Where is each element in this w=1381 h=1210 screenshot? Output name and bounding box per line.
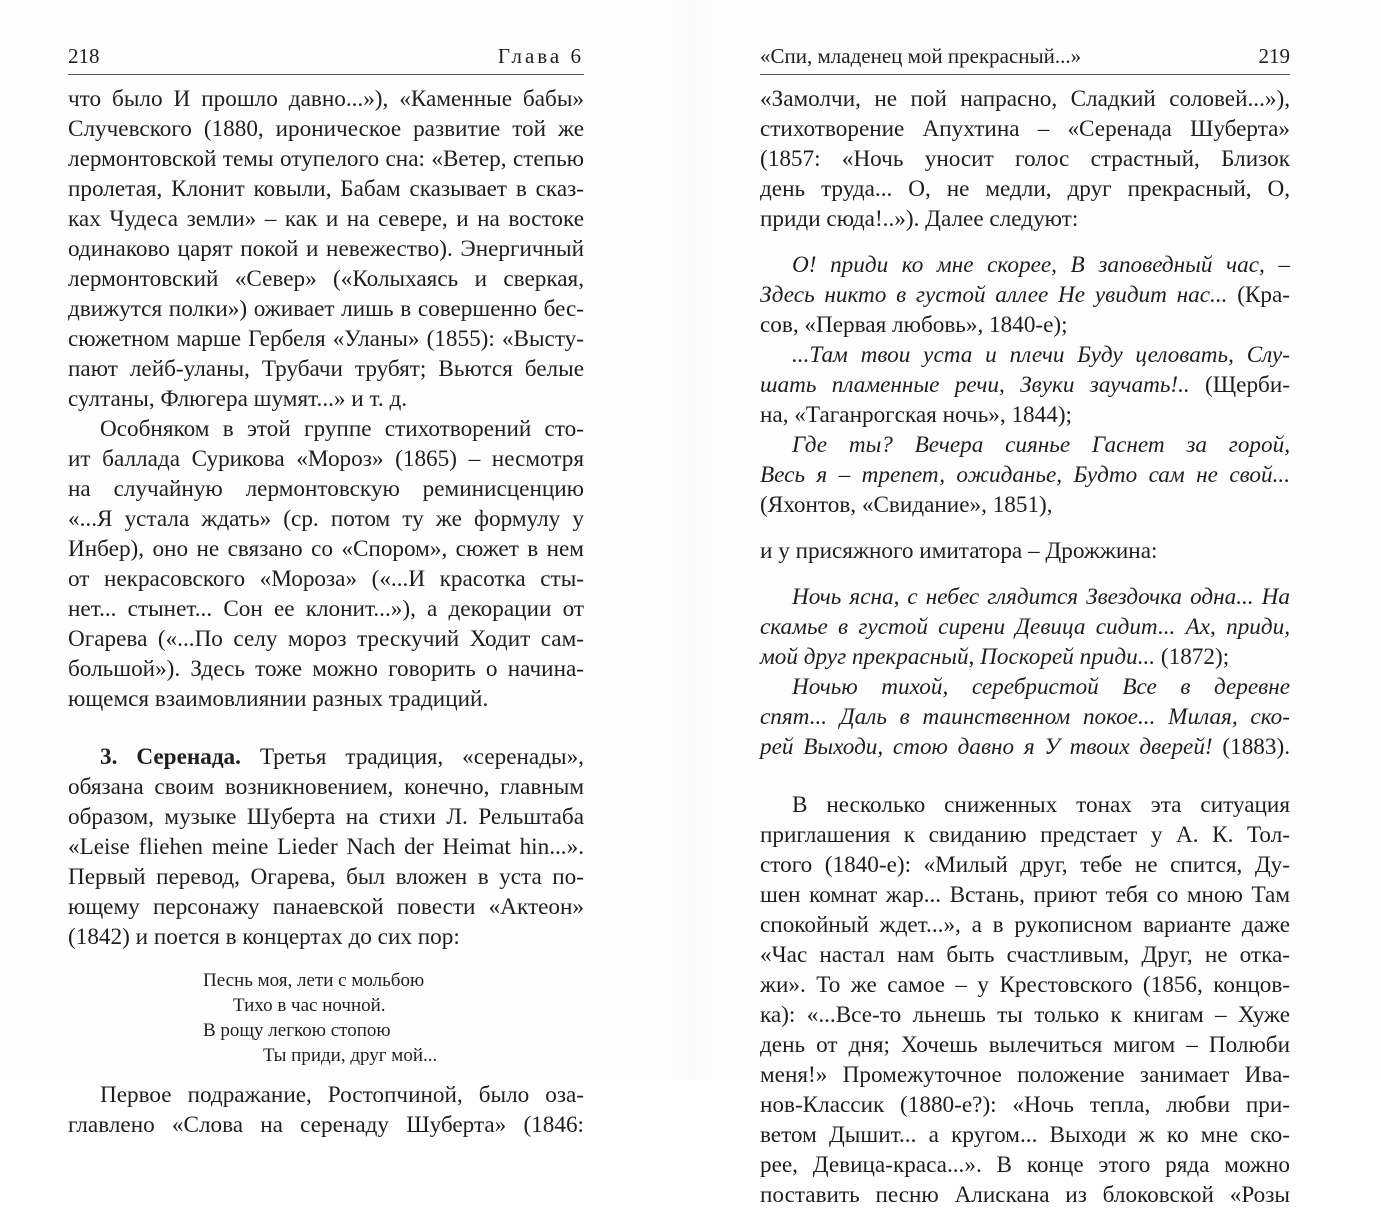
text-line: день от дня; Хочешь вылечиться мигом – Полюби	[760, 1032, 1290, 1058]
text-line: Особняком в этой группе стихотворений сто-	[100, 416, 584, 442]
text-line: лермонтовский «Север» («Колыхаясь и сверкая,	[68, 266, 584, 292]
quote-line: Ночью тихой, серебристой Все в деревне	[792, 674, 1290, 700]
text-line: шен комнат жар... Встань, приют тебя со мною Там	[760, 882, 1290, 908]
text-line: ках Чудеса земли» – как и на севере, и на востоке	[68, 206, 584, 232]
text-line: главлено «Слова на серенаду Шуберта» (1846:	[68, 1112, 584, 1138]
chapter-title: Глава 6	[497, 44, 584, 68]
quote-text: мой друг прекрасный, Поскорей приди...	[760, 644, 1156, 670]
text-line: ющемся взаимовлиянии разных традиций.	[68, 686, 489, 712]
text-fragment: Третья традиция, «серенады»,	[240, 744, 584, 770]
text-line: нов-Классик (1880-е?): «Ночь тепла, любви при-	[760, 1092, 1290, 1118]
text-line: приглашения к свиданию предстает у А. К. Тол-	[760, 822, 1290, 848]
text-line: Первое подражание, Ростопчиной, было оза-	[100, 1082, 584, 1108]
text-line: ка): «...Все-то льнешь ты только к книгам – Хуже	[760, 1002, 1290, 1028]
text-line: образом, музыке Шуберта на стихи Л. Рельштаба	[68, 804, 584, 830]
citation: (1872);	[1155, 644, 1230, 670]
text-line: «Час настал нам быть счастливым, Друг, не отка-	[760, 942, 1290, 968]
paragraph-4	[68, 1080, 584, 1140]
quote-line	[760, 732, 1290, 762]
quote-line	[760, 280, 1290, 310]
quote-text: шать пламенные речи, Звуки заучать!..	[760, 372, 1190, 398]
text-line: Первый перевод, Огарева, был вложен в уста по-	[68, 864, 584, 890]
text-line: «Замолчи, не пой напрасно, Сладкий соловей...»),	[760, 86, 1290, 112]
text-line: Случевского (1880, ироническое развитие той же	[68, 116, 584, 142]
text-line: пролетая, Клонит ковыли, Бабам сказывает в сказ-	[68, 176, 584, 202]
page-number-right: 219	[1258, 44, 1290, 68]
text-line: одинаково царят покой и невежество). Энергичный	[68, 236, 584, 262]
page-number-left: 218	[68, 44, 100, 68]
text-line: султаны, Флюгера шумят...» и т. д.	[68, 386, 408, 412]
text-line: ит баллада Сурикова «Мороз» (1865) – несмотря	[68, 446, 584, 472]
text-line: спокойный ждет...», а в рукописном варианте даже	[760, 912, 1290, 938]
quote-line	[760, 642, 1290, 672]
citation-line: сов, «Первая любовь», 1840-е);	[760, 312, 1068, 338]
citation-line: на, «Таганрогская ночь», 1844);	[760, 402, 1073, 428]
text-line: «Leise fliehen meine Lieder Nach der Heimat hin...».	[68, 834, 584, 860]
citation-line: (Яхонтов, «Свидание», 1851),	[760, 492, 1053, 518]
text-line: большой»). Здесь тоже можно говорить о начина-	[68, 656, 584, 682]
quote-text: Здесь никто в густой аллее Не увидит нас...	[760, 282, 1228, 308]
text-line: ющему персонажу панаевской повести «Актеон»	[68, 894, 584, 920]
poem-line: Тихо в час ночной.	[233, 995, 386, 1016]
text-line: (1857: «Ночь уносит голос страстный, Близок	[760, 146, 1290, 172]
text-line	[68, 742, 584, 772]
text-line: пают лейб-уланы, Трубачи трубят; Вьются белые	[68, 356, 584, 382]
text-line: «...Я устала ждать» (ср. потом ту же формулу у	[68, 506, 584, 532]
text-line: лермонтовской темы отупелого сна: «Ветер, степью	[68, 146, 584, 172]
poem-line: В рощу легкою стопою	[203, 1020, 391, 1041]
poem-line: Песнь моя, лети с мольбою	[203, 970, 425, 991]
paragraph-2	[68, 414, 584, 714]
quote-line: Весь я – трепет, ожиданье, Будто сам не свой...	[760, 462, 1290, 488]
text-line: что было И прошло давно...»), «Каменные бабы»	[68, 86, 584, 112]
text-line: стихотворение Апухтина – «Серенада Шуберта»	[760, 116, 1290, 142]
quote-line: спят... Даль в таинственном покое... Милая, ско-	[760, 704, 1290, 730]
right-page-body	[760, 84, 1290, 1210]
right-running-head	[760, 42, 1290, 75]
quotes-block-2	[760, 582, 1290, 762]
text-line: рее, Девица-краса...». В конце этого ряда можно	[760, 1152, 1290, 1178]
quotes-block-1	[760, 250, 1290, 520]
left-running-head	[68, 42, 584, 75]
text-line: сюжетном марше Гербеля «Уланы» (1855): «Высту-	[68, 326, 584, 352]
text-line: Огарева («...По селу мороз трескучий Ходит сам-	[68, 626, 584, 652]
text-line: Инбер), оно не связано со «Спором», сюжет в нем	[68, 536, 584, 562]
paragraph-final	[760, 790, 1290, 1210]
quote-line: ...Там твои уста и плечи Буду целовать, Слу-	[792, 342, 1290, 368]
quote-line: О! приди ко мне скорее, В заповедный час, –	[792, 252, 1290, 278]
text-line: ветом Дышит... а кругом... Выходи ж ко мне ско-	[760, 1122, 1290, 1148]
text-line: от некрасовского «Мороза» («...И красотка сты-	[68, 566, 584, 592]
quote-line	[760, 370, 1290, 400]
text-line: меня!» Промежуточное положение занимает Ива-	[760, 1062, 1290, 1088]
text-line: нет... стынет... Сон ее клонит...»), а декорации от	[68, 596, 584, 622]
book-gutter	[640, 0, 740, 1080]
quote-line: скамье в густой сирени Девица сидит... Ах, приди,	[760, 614, 1290, 640]
text-line: жи». То же самое – у Крестовского (1856, концов-	[760, 972, 1290, 998]
section-serenade	[68, 742, 584, 952]
left-page-body	[68, 84, 584, 1140]
text-line: на случайную лермонтовскую реминисценцию	[68, 476, 584, 502]
text-line: день труда... О, не медли, друг прекрасный, О,	[760, 176, 1290, 202]
poem-quote	[68, 968, 584, 1068]
bridge-line: и у присяжного имитатора – Дрожжина:	[760, 538, 1158, 564]
text-line: обязана своим возникновением, конечно, главным	[68, 774, 584, 800]
text-line: приди сюда!..»). Далее следуют:	[760, 206, 1079, 232]
left-page	[68, 0, 584, 1138]
citation: (Щерби-	[1189, 372, 1290, 398]
text-line: В несколько сниженных тонах эта ситуация	[792, 792, 1290, 818]
paragraph-1	[68, 84, 584, 414]
section-heading: 3. Серенада.	[100, 744, 241, 770]
paragraph-1	[760, 84, 1290, 234]
citation: (Кра-	[1227, 282, 1291, 308]
text-line: (1842) и поется в концертах до сих пор:	[68, 924, 460, 950]
text-line: поставить песню Алискана из блоковской «Розы	[760, 1182, 1290, 1208]
right-page	[760, 0, 1291, 1208]
text-line: стого (1840-е): «Милый друг, тебе не спится, Ду-	[760, 852, 1290, 878]
citation: (1883).	[1212, 734, 1290, 760]
quote-line: Где ты? Вечера сиянье Гаснет за горой,	[792, 432, 1290, 458]
poem-line: Ты приди, друг мой...	[263, 1045, 438, 1066]
quote-text: рей Выходи, стою давно я У твоих дверей!	[760, 734, 1213, 760]
section-running-title: «Спи, младенец мой прекрасный...»	[760, 44, 1082, 68]
text-line: движутся полки») оживает лишь в совершенно бес-	[68, 296, 584, 322]
quote-line: Ночь ясна, с небес глядится Звездочка одна... На	[792, 584, 1290, 610]
